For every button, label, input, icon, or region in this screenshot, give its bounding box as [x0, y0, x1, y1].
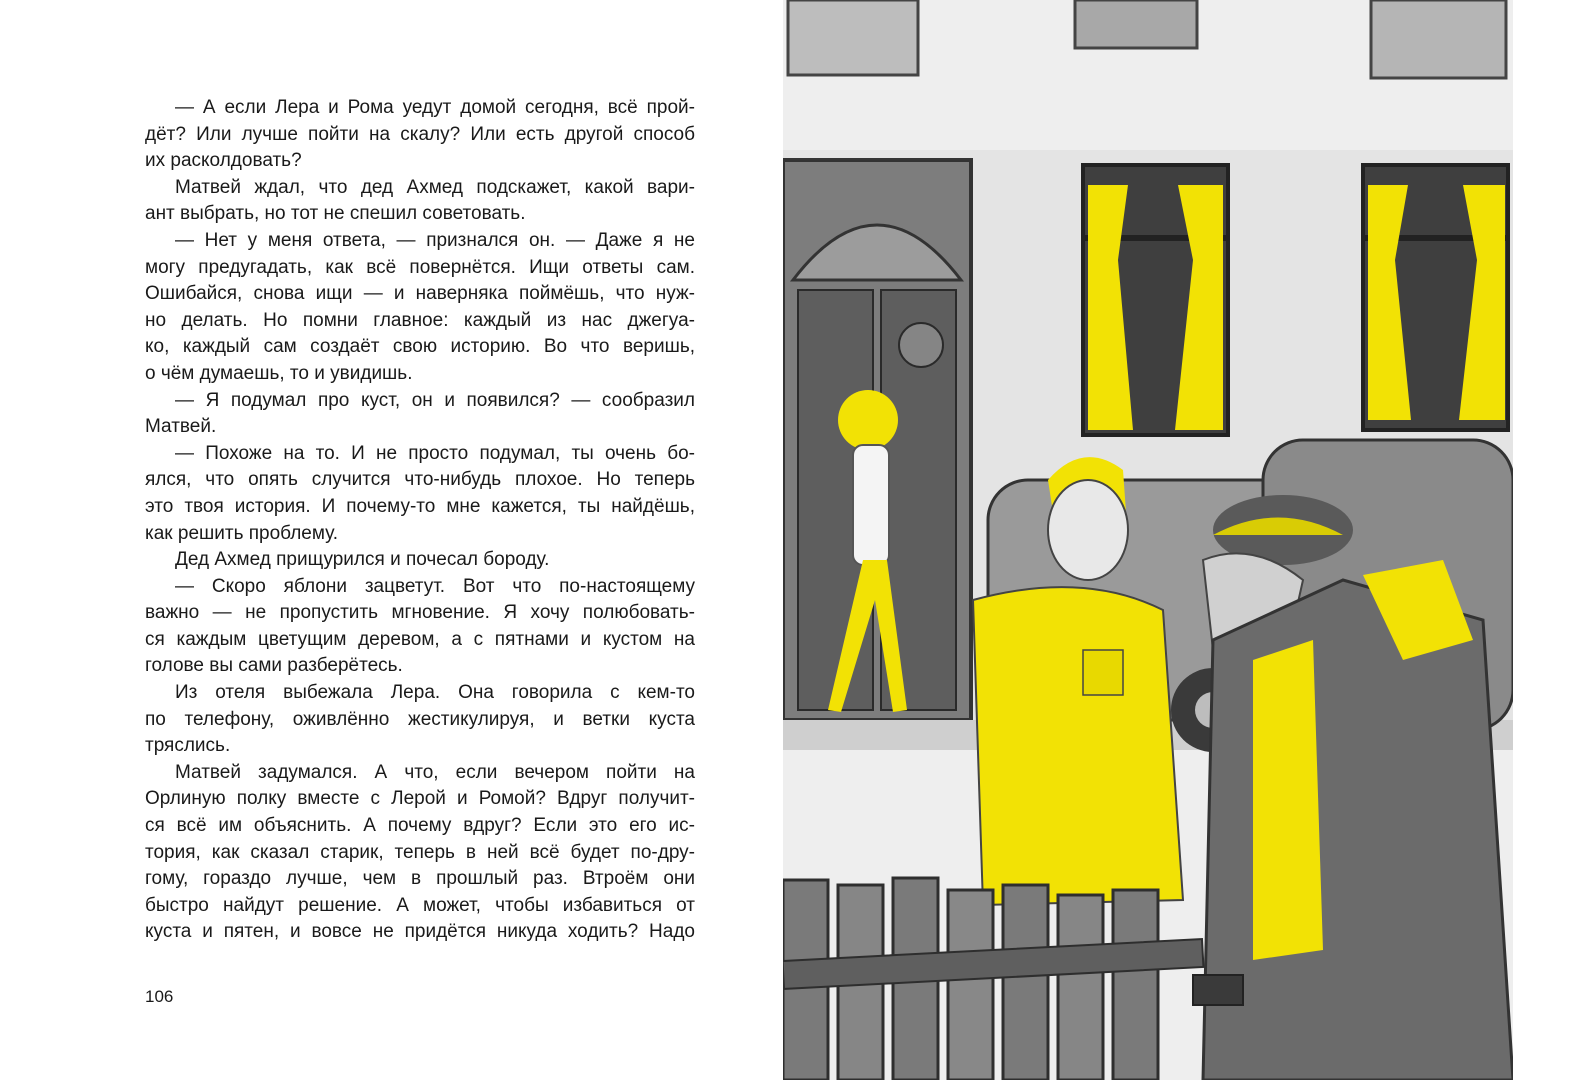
text-line: голове вы сами разберётесь.: [145, 655, 403, 677]
text-line: их расколдовать?: [145, 150, 302, 172]
text-line: — Я подумал про куст, он и появился? — сообразил: [175, 389, 695, 411]
text-line: Из отеля выбежала Лера. Она говорила с кем-то: [175, 682, 695, 704]
window-right-curtains: [1363, 165, 1508, 430]
text-line: ся каждым цветущим деревом, а с пятнами и кустом на: [145, 628, 695, 650]
illustration: [783, 0, 1513, 1080]
text-line: Матвей.: [145, 416, 217, 438]
text-line: ко, каждый сам создаёт свою историю. Во что веришь,: [145, 336, 695, 358]
text-line: ант выбрать, но тот не спешил советовать.: [145, 203, 526, 225]
text-line: как решить проблему.: [145, 522, 339, 544]
text-line: гому, гораздо лучше, чем в прошлый раз. Втроём они: [145, 868, 695, 890]
text-line: по телефону, оживлённо жестикулируя, и ветки куста: [145, 708, 695, 730]
text-line: — А если Лера и Рома уедут домой сегодня, всё прой-: [175, 97, 695, 118]
text-line: Матвей задумался. А что, если вечером пойти на: [175, 761, 695, 783]
text-line: дёт? Или лучше пойти на скалу? Или есть другой способ: [145, 123, 695, 145]
text-line: — Нет у меня ответа, — признался он. — Даже я не: [175, 229, 695, 251]
text-line: куста и пятен, и вовсе не придётся никуда ходить? Надо: [145, 921, 695, 943]
text-line: быстро найдут решение. А может, чтобы избавиться от: [145, 894, 695, 916]
text-line: Дед Ахмед прищурился и почесал бороду.: [175, 549, 550, 571]
text-line: — Скоро яблони зацветут. Вот что по-настоящему: [175, 575, 695, 597]
text-line: Матвей ждал, что дед Ахмед подскажет, какой вари-: [175, 176, 695, 198]
illustration-artwork: [783, 0, 1513, 1080]
text-line: ялся, что опять случится что-нибудь плохое. Но теперь: [145, 469, 695, 491]
text-line: Орлиную полку вместе с Лерой и Ромой? Вдруг получит-: [145, 788, 695, 810]
text-line: важно — не пропустить мгновение. Я хочу полюбовать-: [145, 602, 695, 624]
text-column: [145, 95, 695, 946]
text-line: тория, как сказал старик, теперь в ней всё будет по-дру-: [145, 841, 695, 863]
text-line: Ошибайся, снова ищи — и наверняка поймёшь, что нуж-: [145, 283, 695, 305]
page-number: 106: [145, 987, 174, 1006]
text-line: могу предугадать, как всё повернётся. Ищи ответы сам.: [145, 256, 695, 278]
text-line: но делать. Но помни главное: каждый из нас джегуа-: [145, 309, 695, 331]
text-line: это твоя история. И почему-то мне кажется, ты найдёшь,: [145, 495, 695, 517]
wooden-fence: [783, 878, 1203, 1080]
text-line: ся всё им объяснить. А почему вдруг? Если это его ис-: [145, 815, 695, 837]
window-left-curtains: [1083, 165, 1228, 435]
text-line: тряслись.: [145, 735, 231, 757]
text-line: о чём думаешь, то и увидишь.: [145, 362, 413, 384]
text-line: — Похоже на то. И не просто подумал, ты очень бо-: [175, 442, 695, 464]
